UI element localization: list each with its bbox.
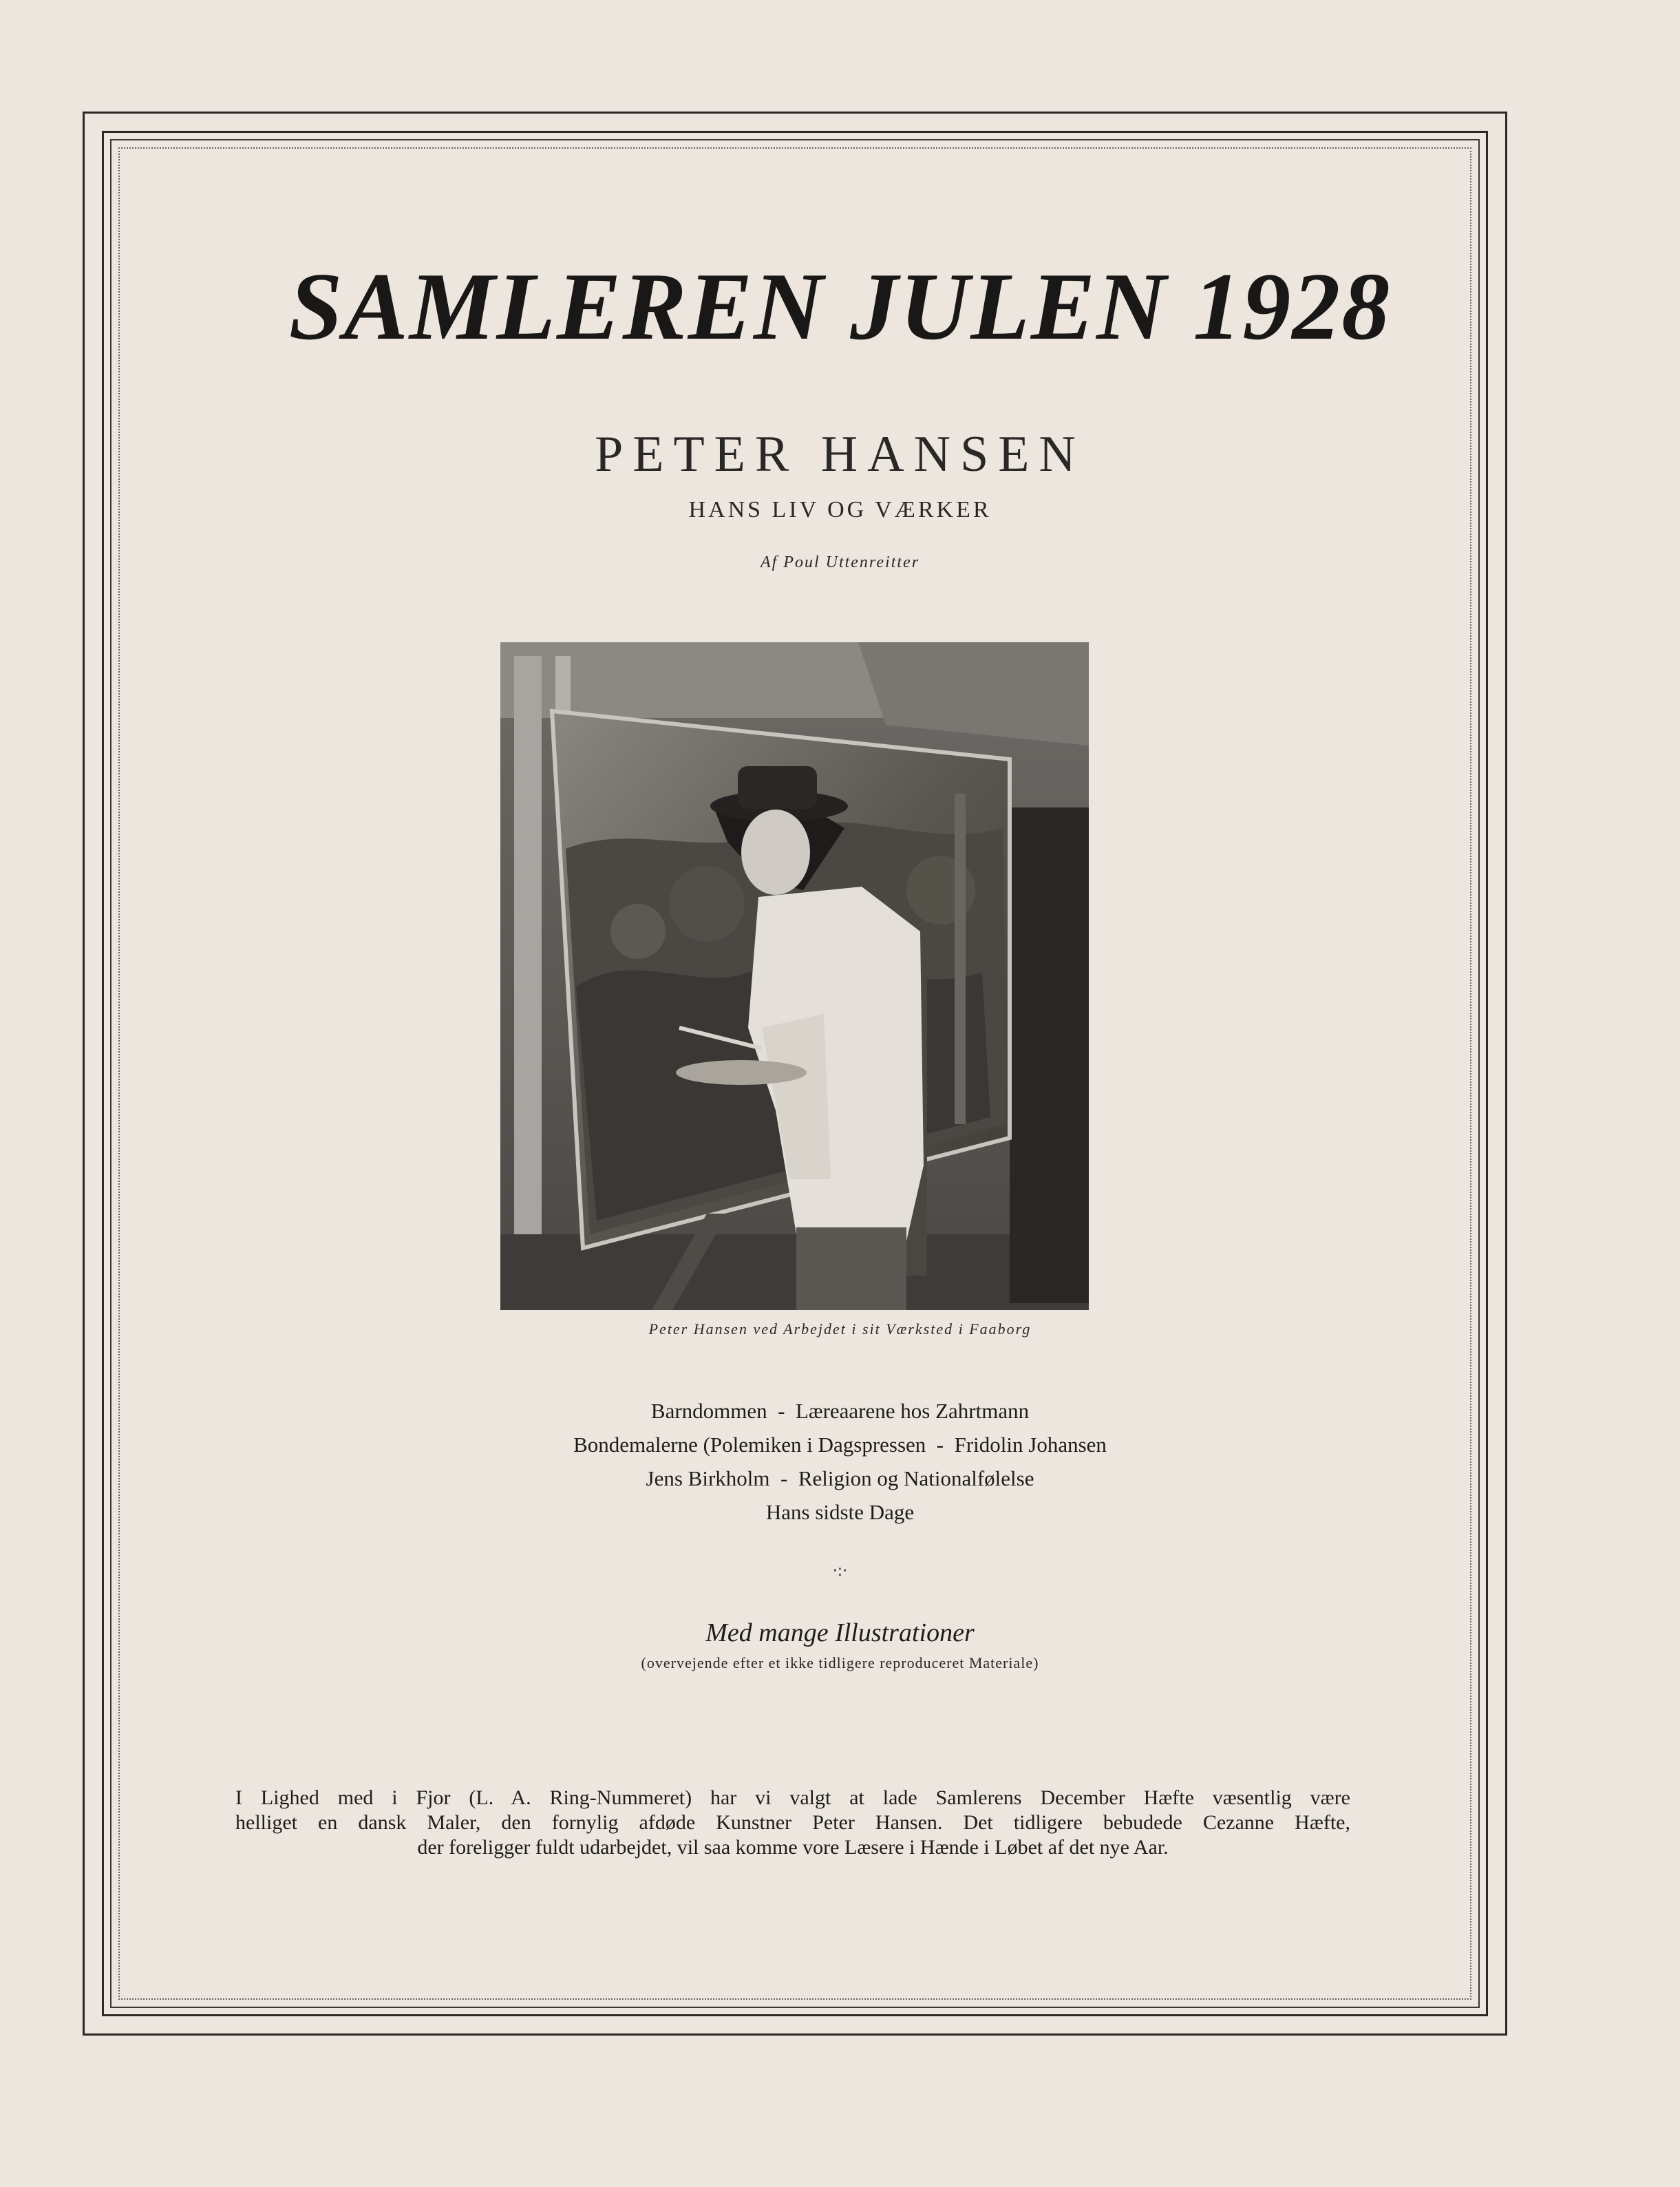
editorial-notice bbox=[235, 1786, 1350, 1860]
artist-name: PETER HANSEN bbox=[595, 426, 1085, 483]
contents-line: Jens Birkholm - Religion og Nationalfølelse bbox=[646, 1466, 1034, 1490]
page-title: SAMLEREN JULEN 1928 bbox=[288, 253, 1392, 360]
author-line: Af Poul Uttenreitter bbox=[760, 553, 920, 571]
photo-caption: Peter Hansen ved Arbejdet i sit Værksted i Faaborg bbox=[648, 1320, 1032, 1338]
artist-photograph bbox=[500, 642, 1089, 1310]
contents-line: Bondemalerne (Polemiken i Dagspressen - Fridolin Johansen bbox=[573, 1433, 1107, 1457]
contents-line: Hans sidste Dage bbox=[765, 1500, 915, 1524]
notice-line: der foreligger fuldt udarbejdet, vil saa komme vore Læsere i Hænde i Løbet af det nye Aar. bbox=[417, 1836, 1169, 1859]
illustrations-note: (overvejende efter et ikke tidligere reproduceret Materiale) bbox=[641, 1654, 1039, 1671]
contents-line: Barndommen - Læreaarene hos Zahrtmann bbox=[650, 1399, 1030, 1423]
illustrations-heading: Med mange Illustrationer bbox=[705, 1618, 975, 1647]
notice-line: helliget en dansk Maler, den fornylig afdøde Kunstner Peter Hansen. Det tidligere bebudede Cezanne Hæfte, bbox=[235, 1811, 1350, 1834]
notice-line: I Lighed med i Fjor (L. A. Ring-Nummeret) har vi valgt at lade Samlerens December Hæfte væsentlig være bbox=[235, 1786, 1350, 1809]
photo-illustration bbox=[500, 642, 1089, 1310]
contents-list bbox=[0, 1394, 1680, 1529]
subtitle: HANS LIV OG VÆRKER bbox=[688, 497, 992, 522]
ornament: ·:· bbox=[832, 1563, 848, 1580]
